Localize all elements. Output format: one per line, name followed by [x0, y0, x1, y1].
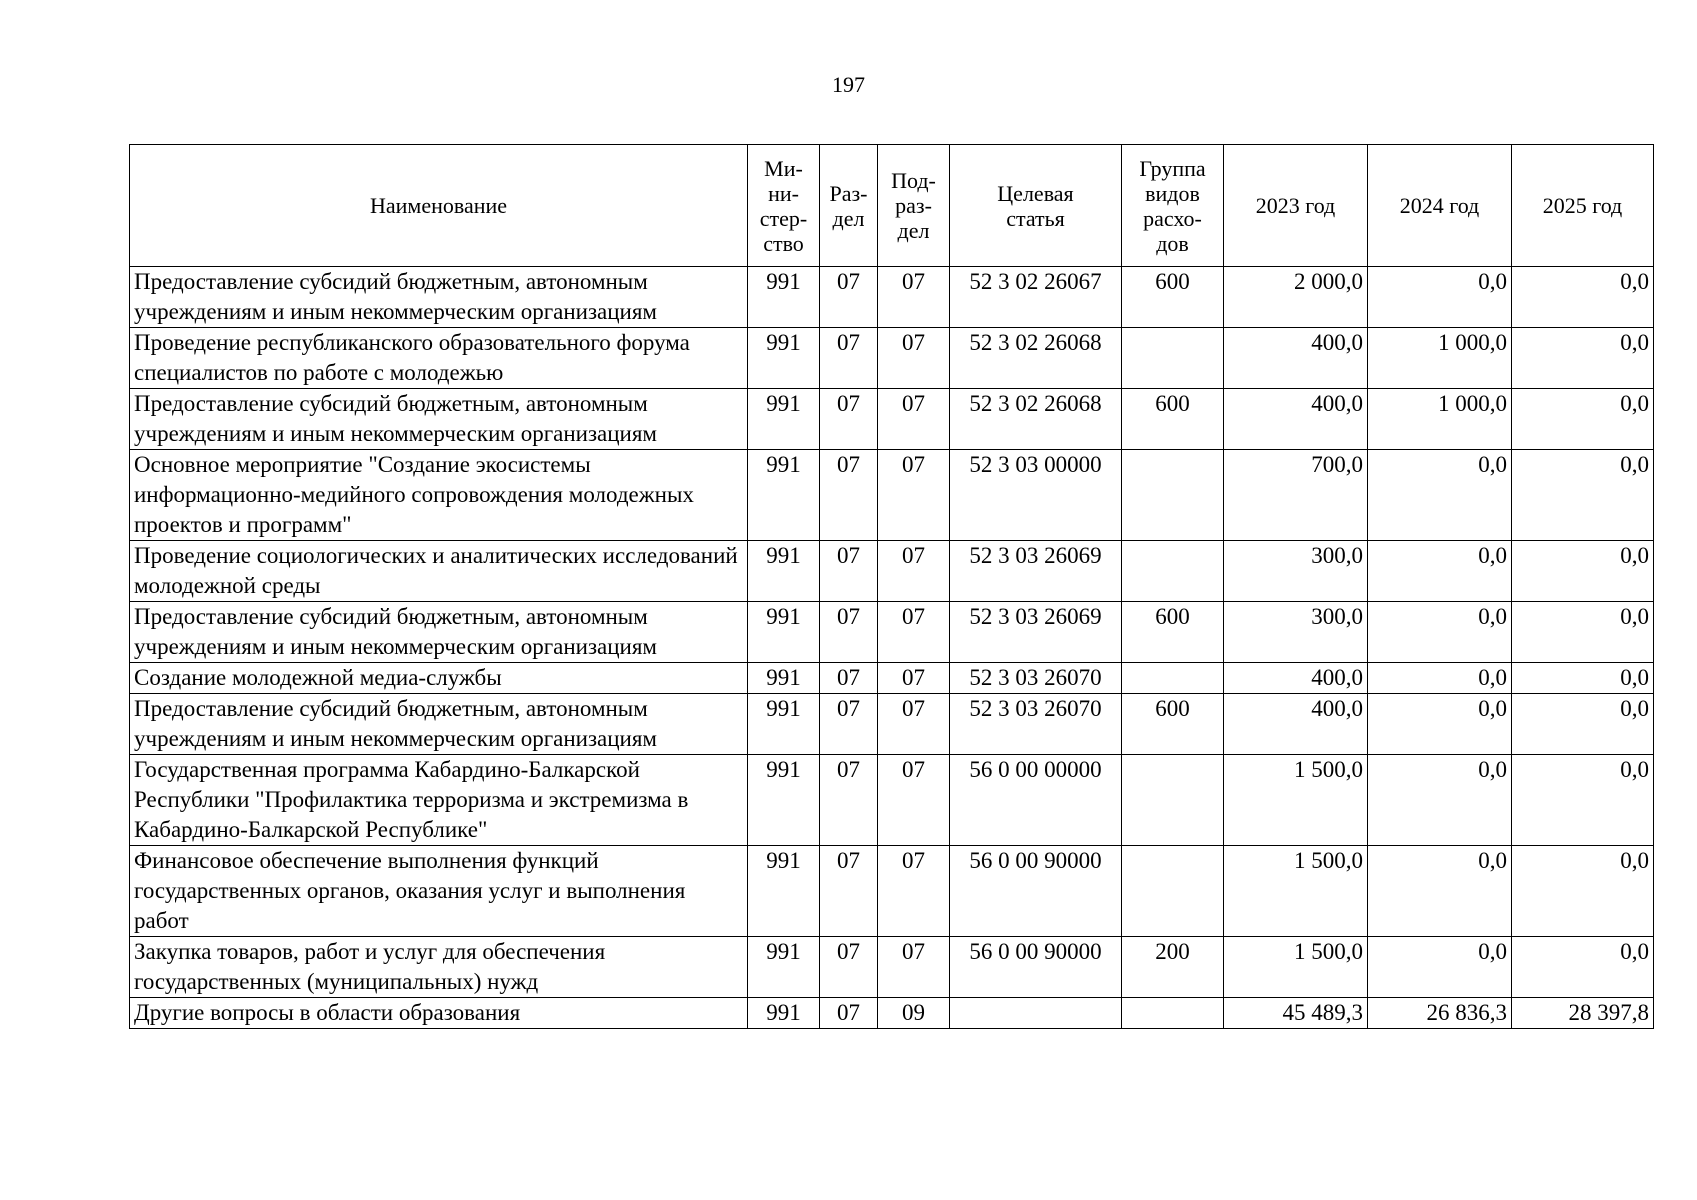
table-row [130, 328, 1654, 389]
cell-target-article: 52 3 02 26068 [950, 389, 1122, 450]
cell-target-article: 52 3 03 26069 [950, 541, 1122, 602]
cell-expense-group [1122, 328, 1224, 389]
table-row [130, 998, 1654, 1029]
table-row [130, 602, 1654, 663]
cell-expense-group [1122, 846, 1224, 937]
cell-section: 07 [820, 846, 878, 937]
cell-2024: 1 000,0 [1368, 389, 1512, 450]
header-expense-group: Группа видов расхо- дов [1122, 145, 1224, 267]
cell-subsection: 07 [878, 755, 950, 846]
cell-ministry: 991 [748, 998, 820, 1029]
cell-section: 07 [820, 755, 878, 846]
cell-expense-group: 600 [1122, 602, 1224, 663]
table-row [130, 694, 1654, 755]
cell-2025: 0,0 [1512, 450, 1654, 541]
cell-ministry: 991 [748, 450, 820, 541]
cell-2025: 0,0 [1512, 694, 1654, 755]
cell-expense-group: 600 [1122, 267, 1224, 328]
cell-target-article: 56 0 00 90000 [950, 937, 1122, 998]
cell-2024: 1 000,0 [1368, 328, 1512, 389]
cell-2023: 45 489,3 [1224, 998, 1368, 1029]
cell-name: Закупка товаров, работ и услуг для обеспечения государственных (муниципальных) нужд [130, 937, 748, 998]
cell-name: Создание молодежной медиа-службы [130, 663, 748, 694]
cell-subsection: 09 [878, 998, 950, 1029]
cell-name: Проведение республиканского образовательного форума специалистов по работе с молодежью [130, 328, 748, 389]
cell-subsection: 07 [878, 846, 950, 937]
cell-2024: 0,0 [1368, 663, 1512, 694]
cell-2023: 1 500,0 [1224, 755, 1368, 846]
cell-2025: 0,0 [1512, 937, 1654, 998]
cell-ministry: 991 [748, 389, 820, 450]
table-row [130, 389, 1654, 450]
cell-2024: 0,0 [1368, 267, 1512, 328]
cell-subsection: 07 [878, 389, 950, 450]
cell-target-article: 52 3 03 26070 [950, 694, 1122, 755]
table-row [130, 267, 1654, 328]
cell-2025: 0,0 [1512, 328, 1654, 389]
table-row [130, 541, 1654, 602]
cell-2024: 0,0 [1368, 541, 1512, 602]
cell-name: Предоставление субсидий бюджетным, автономным учреждениям и иным некоммерческим организациям [130, 267, 748, 328]
cell-subsection: 07 [878, 937, 950, 998]
cell-target-article [950, 998, 1122, 1029]
cell-name: Другие вопросы в области образования [130, 998, 748, 1029]
cell-expense-group [1122, 998, 1224, 1029]
header-2023: 2023 год [1224, 145, 1368, 267]
cell-section: 07 [820, 389, 878, 450]
cell-subsection: 07 [878, 450, 950, 541]
cell-name: Государственная программа Кабардино-Балкарской Республики "Профилактика терроризма и экстремизма в Кабардино-Балкарской Республике" [130, 755, 748, 846]
cell-2025: 0,0 [1512, 602, 1654, 663]
table-row [130, 846, 1654, 937]
cell-2023: 400,0 [1224, 663, 1368, 694]
cell-2023: 1 500,0 [1224, 937, 1368, 998]
cell-expense-group [1122, 755, 1224, 846]
cell-section: 07 [820, 694, 878, 755]
cell-2025: 0,0 [1512, 663, 1654, 694]
table-row [130, 450, 1654, 541]
cell-2025: 0,0 [1512, 541, 1654, 602]
table-row [130, 937, 1654, 998]
table-row [130, 755, 1654, 846]
cell-expense-group: 200 [1122, 937, 1224, 998]
cell-2024: 0,0 [1368, 602, 1512, 663]
table-body [130, 267, 1654, 1029]
cell-section: 07 [820, 450, 878, 541]
cell-2025: 0,0 [1512, 755, 1654, 846]
cell-subsection: 07 [878, 328, 950, 389]
cell-ministry: 991 [748, 541, 820, 602]
cell-ministry: 991 [748, 846, 820, 937]
cell-2023: 700,0 [1224, 450, 1368, 541]
cell-2023: 300,0 [1224, 541, 1368, 602]
cell-ministry: 991 [748, 267, 820, 328]
header-target-article: Целевая статья [950, 145, 1122, 267]
cell-section: 07 [820, 998, 878, 1029]
cell-target-article: 52 3 02 26068 [950, 328, 1122, 389]
cell-expense-group [1122, 450, 1224, 541]
cell-name: Основное мероприятие "Создание экосистемы информационно-медийного сопровождения молодежных проектов и программ" [130, 450, 748, 541]
cell-target-article: 56 0 00 00000 [950, 755, 1122, 846]
cell-2025: 0,0 [1512, 846, 1654, 937]
cell-ministry: 991 [748, 602, 820, 663]
cell-subsection: 07 [878, 267, 950, 328]
header-name: Наименование [130, 145, 748, 267]
page-number: 197 [832, 72, 865, 97]
cell-target-article: 52 3 03 26070 [950, 663, 1122, 694]
cell-2023: 400,0 [1224, 328, 1368, 389]
cell-target-article: 52 3 03 00000 [950, 450, 1122, 541]
cell-2024: 0,0 [1368, 937, 1512, 998]
header-subsection: Под- раз- дел [878, 145, 950, 267]
cell-name: Предоставление субсидий бюджетным, автономным учреждениям и иным некоммерческим организациям [130, 694, 748, 755]
header-2024: 2024 год [1368, 145, 1512, 267]
header-ministry: Ми- ни- стер- ство [748, 145, 820, 267]
cell-ministry: 991 [748, 937, 820, 998]
cell-section: 07 [820, 267, 878, 328]
table-row [130, 663, 1654, 694]
cell-section: 07 [820, 663, 878, 694]
cell-subsection: 07 [878, 541, 950, 602]
cell-name: Предоставление субсидий бюджетным, автономным учреждениям и иным некоммерческим организациям [130, 389, 748, 450]
table-header [130, 145, 1654, 267]
cell-ministry: 991 [748, 694, 820, 755]
cell-2025: 0,0 [1512, 267, 1654, 328]
cell-section: 07 [820, 602, 878, 663]
cell-subsection: 07 [878, 602, 950, 663]
cell-target-article: 52 3 03 26069 [950, 602, 1122, 663]
header-2025: 2025 год [1512, 145, 1654, 267]
cell-subsection: 07 [878, 663, 950, 694]
cell-2024: 0,0 [1368, 694, 1512, 755]
cell-2024: 0,0 [1368, 846, 1512, 937]
cell-ministry: 991 [748, 755, 820, 846]
cell-2023: 400,0 [1224, 389, 1368, 450]
cell-ministry: 991 [748, 663, 820, 694]
cell-expense-group: 600 [1122, 389, 1224, 450]
cell-target-article: 56 0 00 90000 [950, 846, 1122, 937]
cell-name: Предоставление субсидий бюджетным, автономным учреждениям и иным некоммерческим организациям [130, 602, 748, 663]
cell-2025: 0,0 [1512, 389, 1654, 450]
cell-2023: 1 500,0 [1224, 846, 1368, 937]
cell-expense-group [1122, 663, 1224, 694]
header-section: Раз- дел [820, 145, 878, 267]
cell-section: 07 [820, 541, 878, 602]
cell-name: Финансовое обеспечение выполнения функций государственных органов, оказания услуг и выполнения работ [130, 846, 748, 937]
cell-target-article: 52 3 02 26067 [950, 267, 1122, 328]
cell-section: 07 [820, 328, 878, 389]
cell-2023: 400,0 [1224, 694, 1368, 755]
cell-subsection: 07 [878, 694, 950, 755]
cell-2024: 0,0 [1368, 755, 1512, 846]
cell-expense-group [1122, 541, 1224, 602]
cell-section: 07 [820, 937, 878, 998]
budget-table [129, 144, 1654, 1029]
cell-2025: 28 397,8 [1512, 998, 1654, 1029]
cell-expense-group: 600 [1122, 694, 1224, 755]
cell-2023: 300,0 [1224, 602, 1368, 663]
cell-2023: 2 000,0 [1224, 267, 1368, 328]
cell-2024: 26 836,3 [1368, 998, 1512, 1029]
cell-2024: 0,0 [1368, 450, 1512, 541]
cell-ministry: 991 [748, 328, 820, 389]
cell-name: Проведение социологических и аналитических исследований молодежной среды [130, 541, 748, 602]
